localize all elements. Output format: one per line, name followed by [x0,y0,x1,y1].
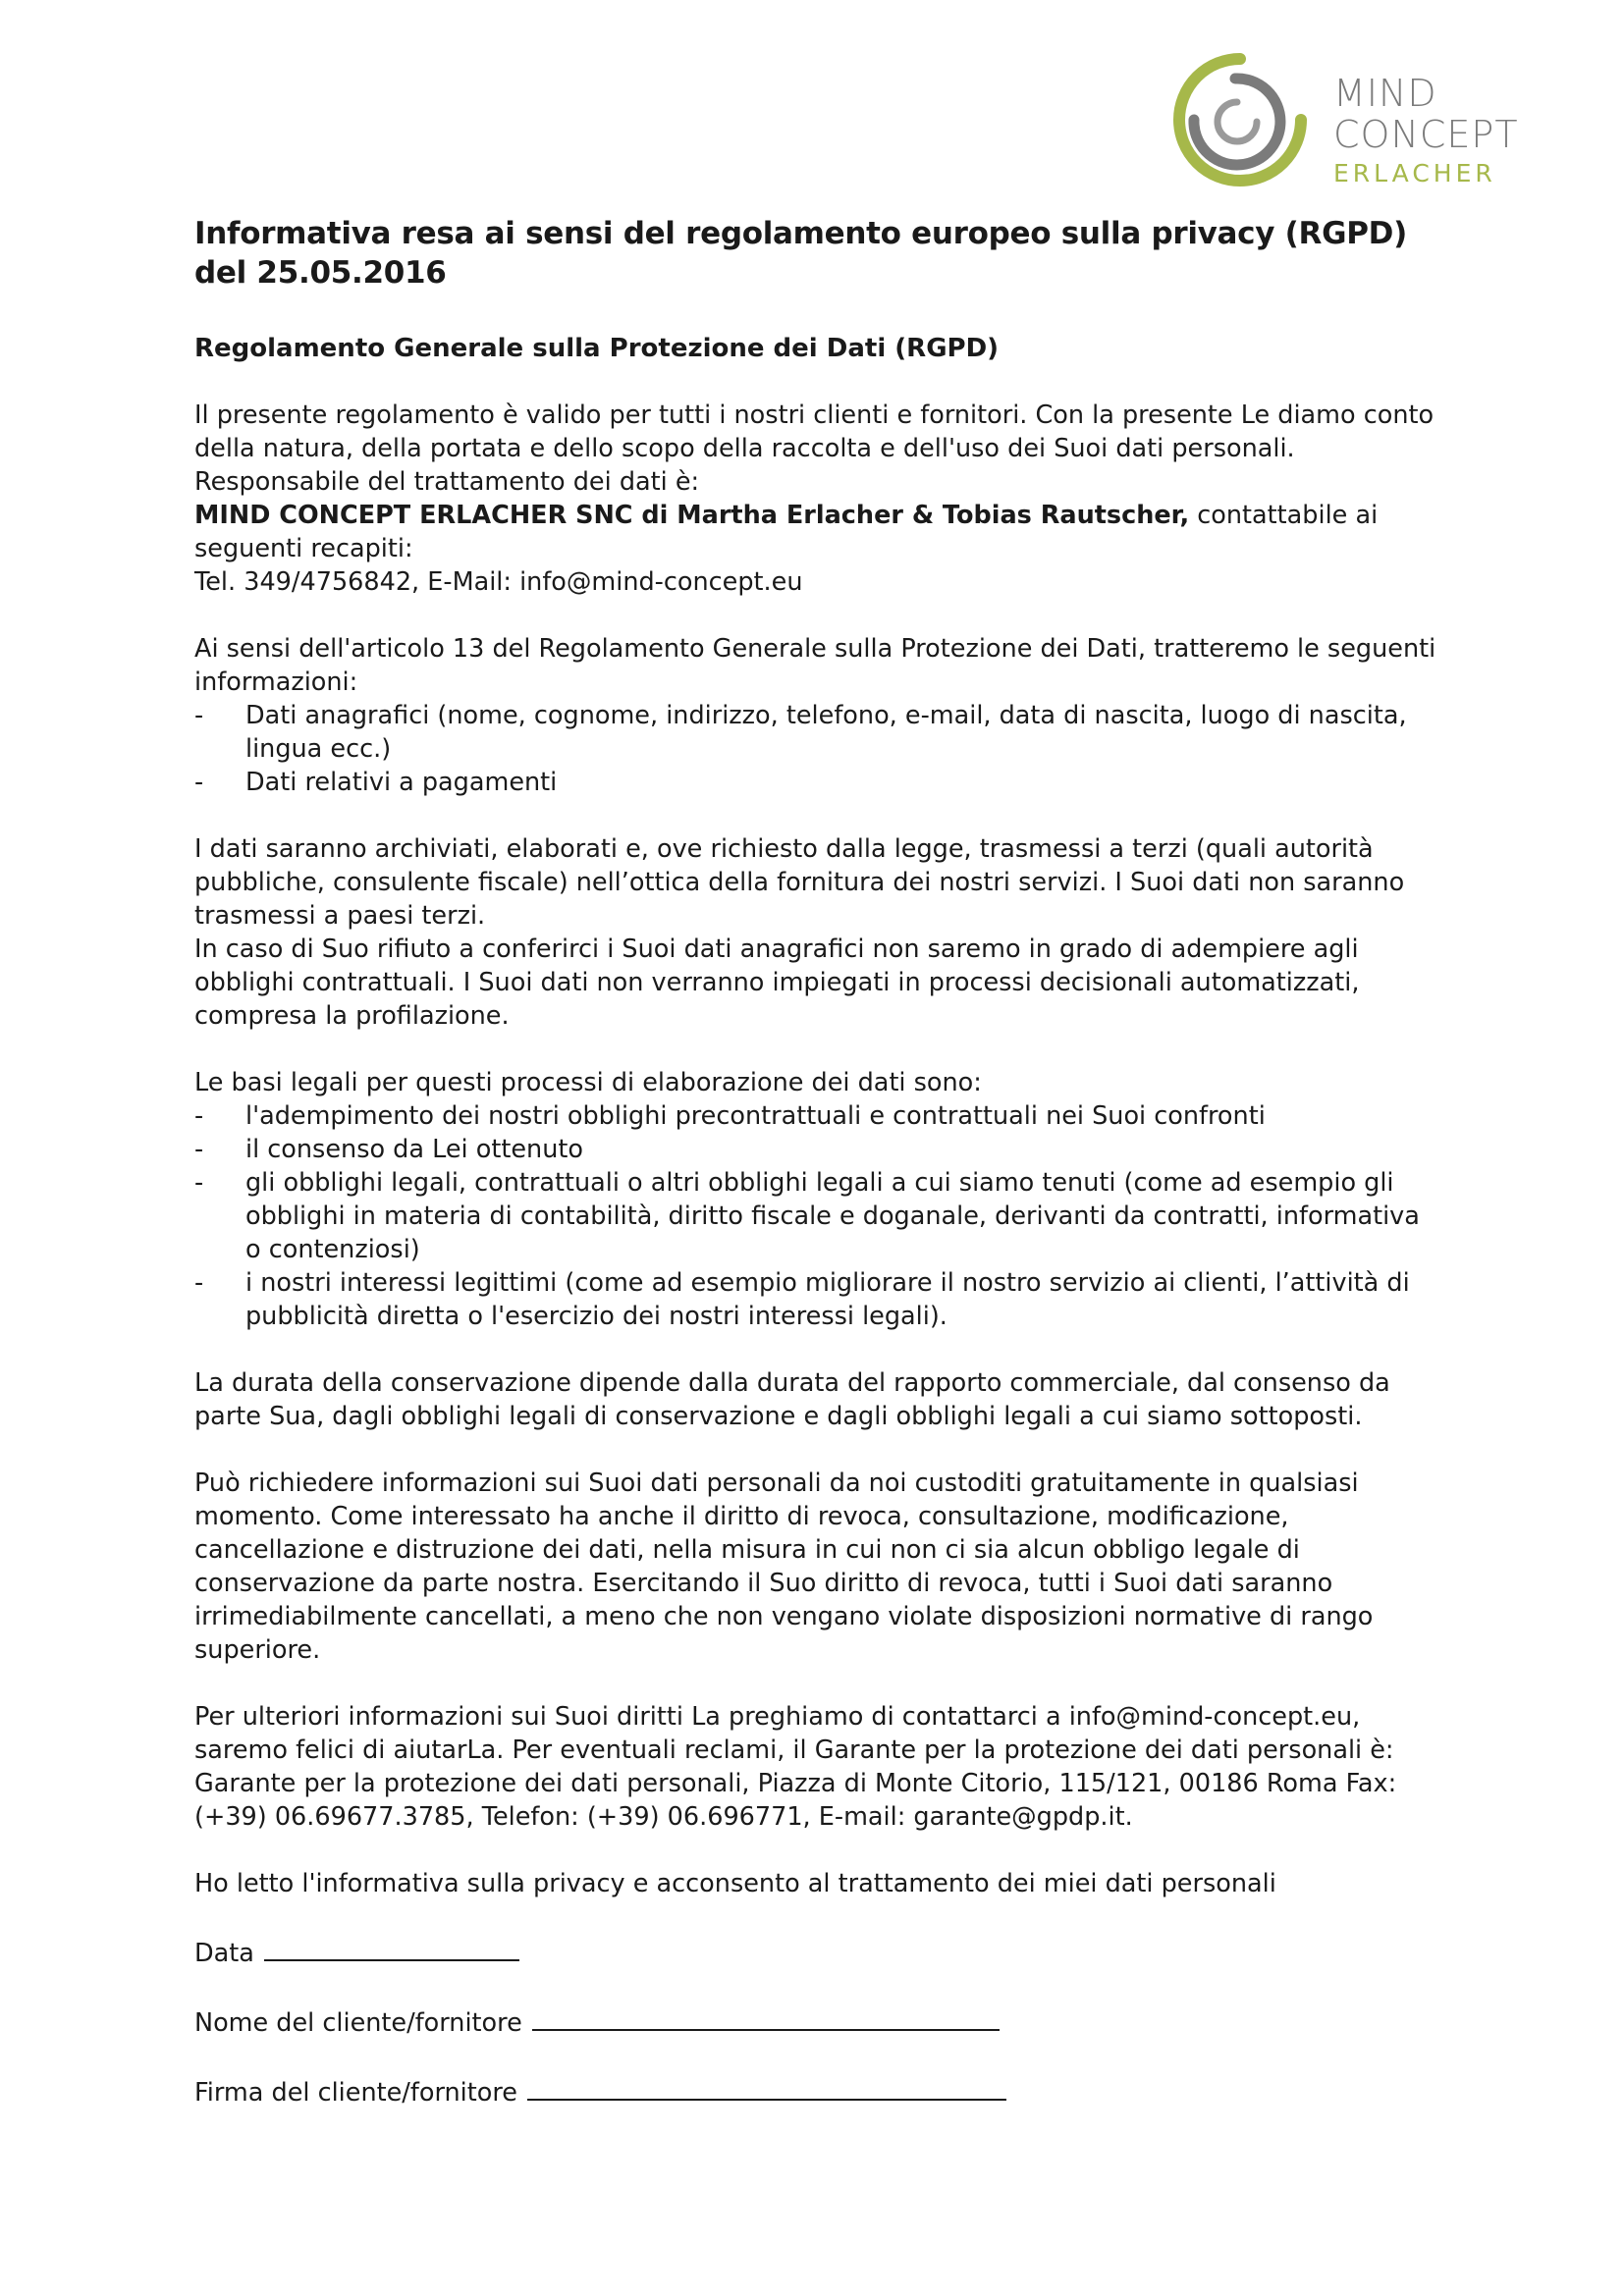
legal-bases-text: Le basi legali per questi processi di elaborazione dei dati sono: [194,1068,982,1097]
name-field[interactable] [194,2003,1441,2040]
date-blank-line[interactable] [264,1934,519,1961]
list-item: - Dati anagrafici (nome, cognome, indirizzo, telefono, e-mail, data di nascita, luogo di nascita, lingua ecc.) [194,699,1441,766]
signature-field[interactable] [194,2073,1441,2109]
intro-text-continued: contattabile ai seguenti recapiti: [194,501,1379,563]
list-item: - l'adempimento dei nostri obblighi precontrattuali e contrattuali nei Suoi confronti [194,1099,1441,1133]
archive-text: I dati saranno archiviati, elaborati e, ove richiesto dalla legge, trasmessi a terzi (quali autorità pubbliche, consulente fiscale) nell’ottica della fornitura dei nostri servizi. I Suoi dati non saranno trasmessi a paesi terzi. [194,834,1405,931]
archive-section [194,832,1441,1033]
company-logo [1166,51,1540,188]
date-field[interactable] [194,1934,1441,1970]
signature-label: Firma del cliente/fornitore [194,2078,517,2108]
art13-section [194,632,1441,799]
rights-paragraph: Può richiedere informazioni sui Suoi dati personali da noi custoditi gratuitamente in qualsiasi momento. Come interessato ha anche il diritto di revoca, consultazione, modificazione, cancellazione e distruzione dei dati, nella misura in cui non ci sia alcun obbligo legale di conservazione da parte nostra. Esercitando il Suo diritto di revoca, tutti i Suoi dati saranno irrimediabilmente cancellati, a meno che non vengano violate disposizioni normative di rango superiore. [194,1468,1374,1665]
logo-text-concept: CONCEPT [1333,113,1519,156]
list-item: - i nostri interessi legittimi (come ad esempio migliorare il nostro servizio ai clienti, l’attività di pubblicità diretta o l'esercizio dei nostri interessi legali). [194,1266,1441,1333]
document-subtitle: Regolamento Generale sulla Protezione dei Dati (RGPD) [194,334,1000,363]
consent-statement: Ho letto l'informativa sulla privacy e acconsento al trattamento dei miei dati personali [194,1869,1276,1898]
duration-paragraph: La durata della conservazione dipende dalla durata del rapporto commerciale, dal consenso da parte Sua, dagli obblighi legali di conservazione e dagli obblighi legali a cui siamo sottoposti. [194,1368,1390,1431]
intro-text: Il presente regolamento è valido per tutti i nostri clienti e fornitori. Con la presente Le diamo conto della natura, della portata e dello scopo della raccolta e dell'uso dei Suoi dati personali. Responsabile del trattamento dei dati è: [194,400,1435,497]
data-types-list [194,699,1441,799]
date-label: Data [194,1939,254,1968]
signature-blank-line[interactable] [527,2073,1006,2101]
document-body [194,214,1441,2143]
legal-bases-section [194,1066,1441,1333]
document-title: Informativa resa ai sensi del regolamento europeo sulla privacy (RGPD) del 25.05.2016 [194,216,1407,291]
list-item: - gli obblighi legali, contrattuali o altri obblighi legali a cui siamo tenuti (come ad esempio gli obblighi in materia di contabilità, diritto fiscale e doganale, derivanti da contratti, informativa o contenziosi) [194,1166,1441,1266]
legal-bases-list [194,1099,1441,1333]
logo-text-mind: MIND [1333,72,1437,115]
art13-text: Ai sensi dell'articolo 13 del Regolamento Generale sulla Protezione dei Dati, tratteremo le seguenti informazioni: [194,634,1436,697]
intro-paragraph [194,399,1441,599]
company-name: MIND CONCEPT ERLACHER SNC di Martha Erlacher & Tobias Rautscher, [194,501,1190,530]
logo-text-erlacher: ERLACHER [1333,159,1496,187]
spiral-logo-icon [1166,51,1314,188]
contact-line: Tel. 349/4756842, E-Mail: info@mind-concept.eu [194,567,803,597]
name-label: Nome del cliente/fornitore [194,2008,522,2038]
refusal-text: In caso di Suo rifiuto a conferirci i Suoi dati anagrafici non saremo in grado di adempiere agli obblighi contrattuali. I Suoi dati non verranno impiegati in processi decisionali automatizzati, compresa la profilazione. [194,934,1360,1031]
name-blank-line[interactable] [532,2003,1000,2031]
list-item: - il consenso da Lei ottenuto [194,1133,1441,1166]
further-info-paragraph: Per ulteriori informazioni sui Suoi diritti La preghiamo di contattarci a info@mind-concept.eu, saremo felici di aiutarLa. Per eventuali reclami, il Garante per la protezione dei dati personali è: Garante per la protezione dei dati personali, Piazza di Monte Citorio, 115/121, 00186 Roma Fax: (+39) 06.69677.3785, Telefon: (+39) 06.696771, E-mail: garante@gpdp.it. [194,1702,1397,1832]
list-item: - Dati relativi a pagamenti [194,766,1441,799]
